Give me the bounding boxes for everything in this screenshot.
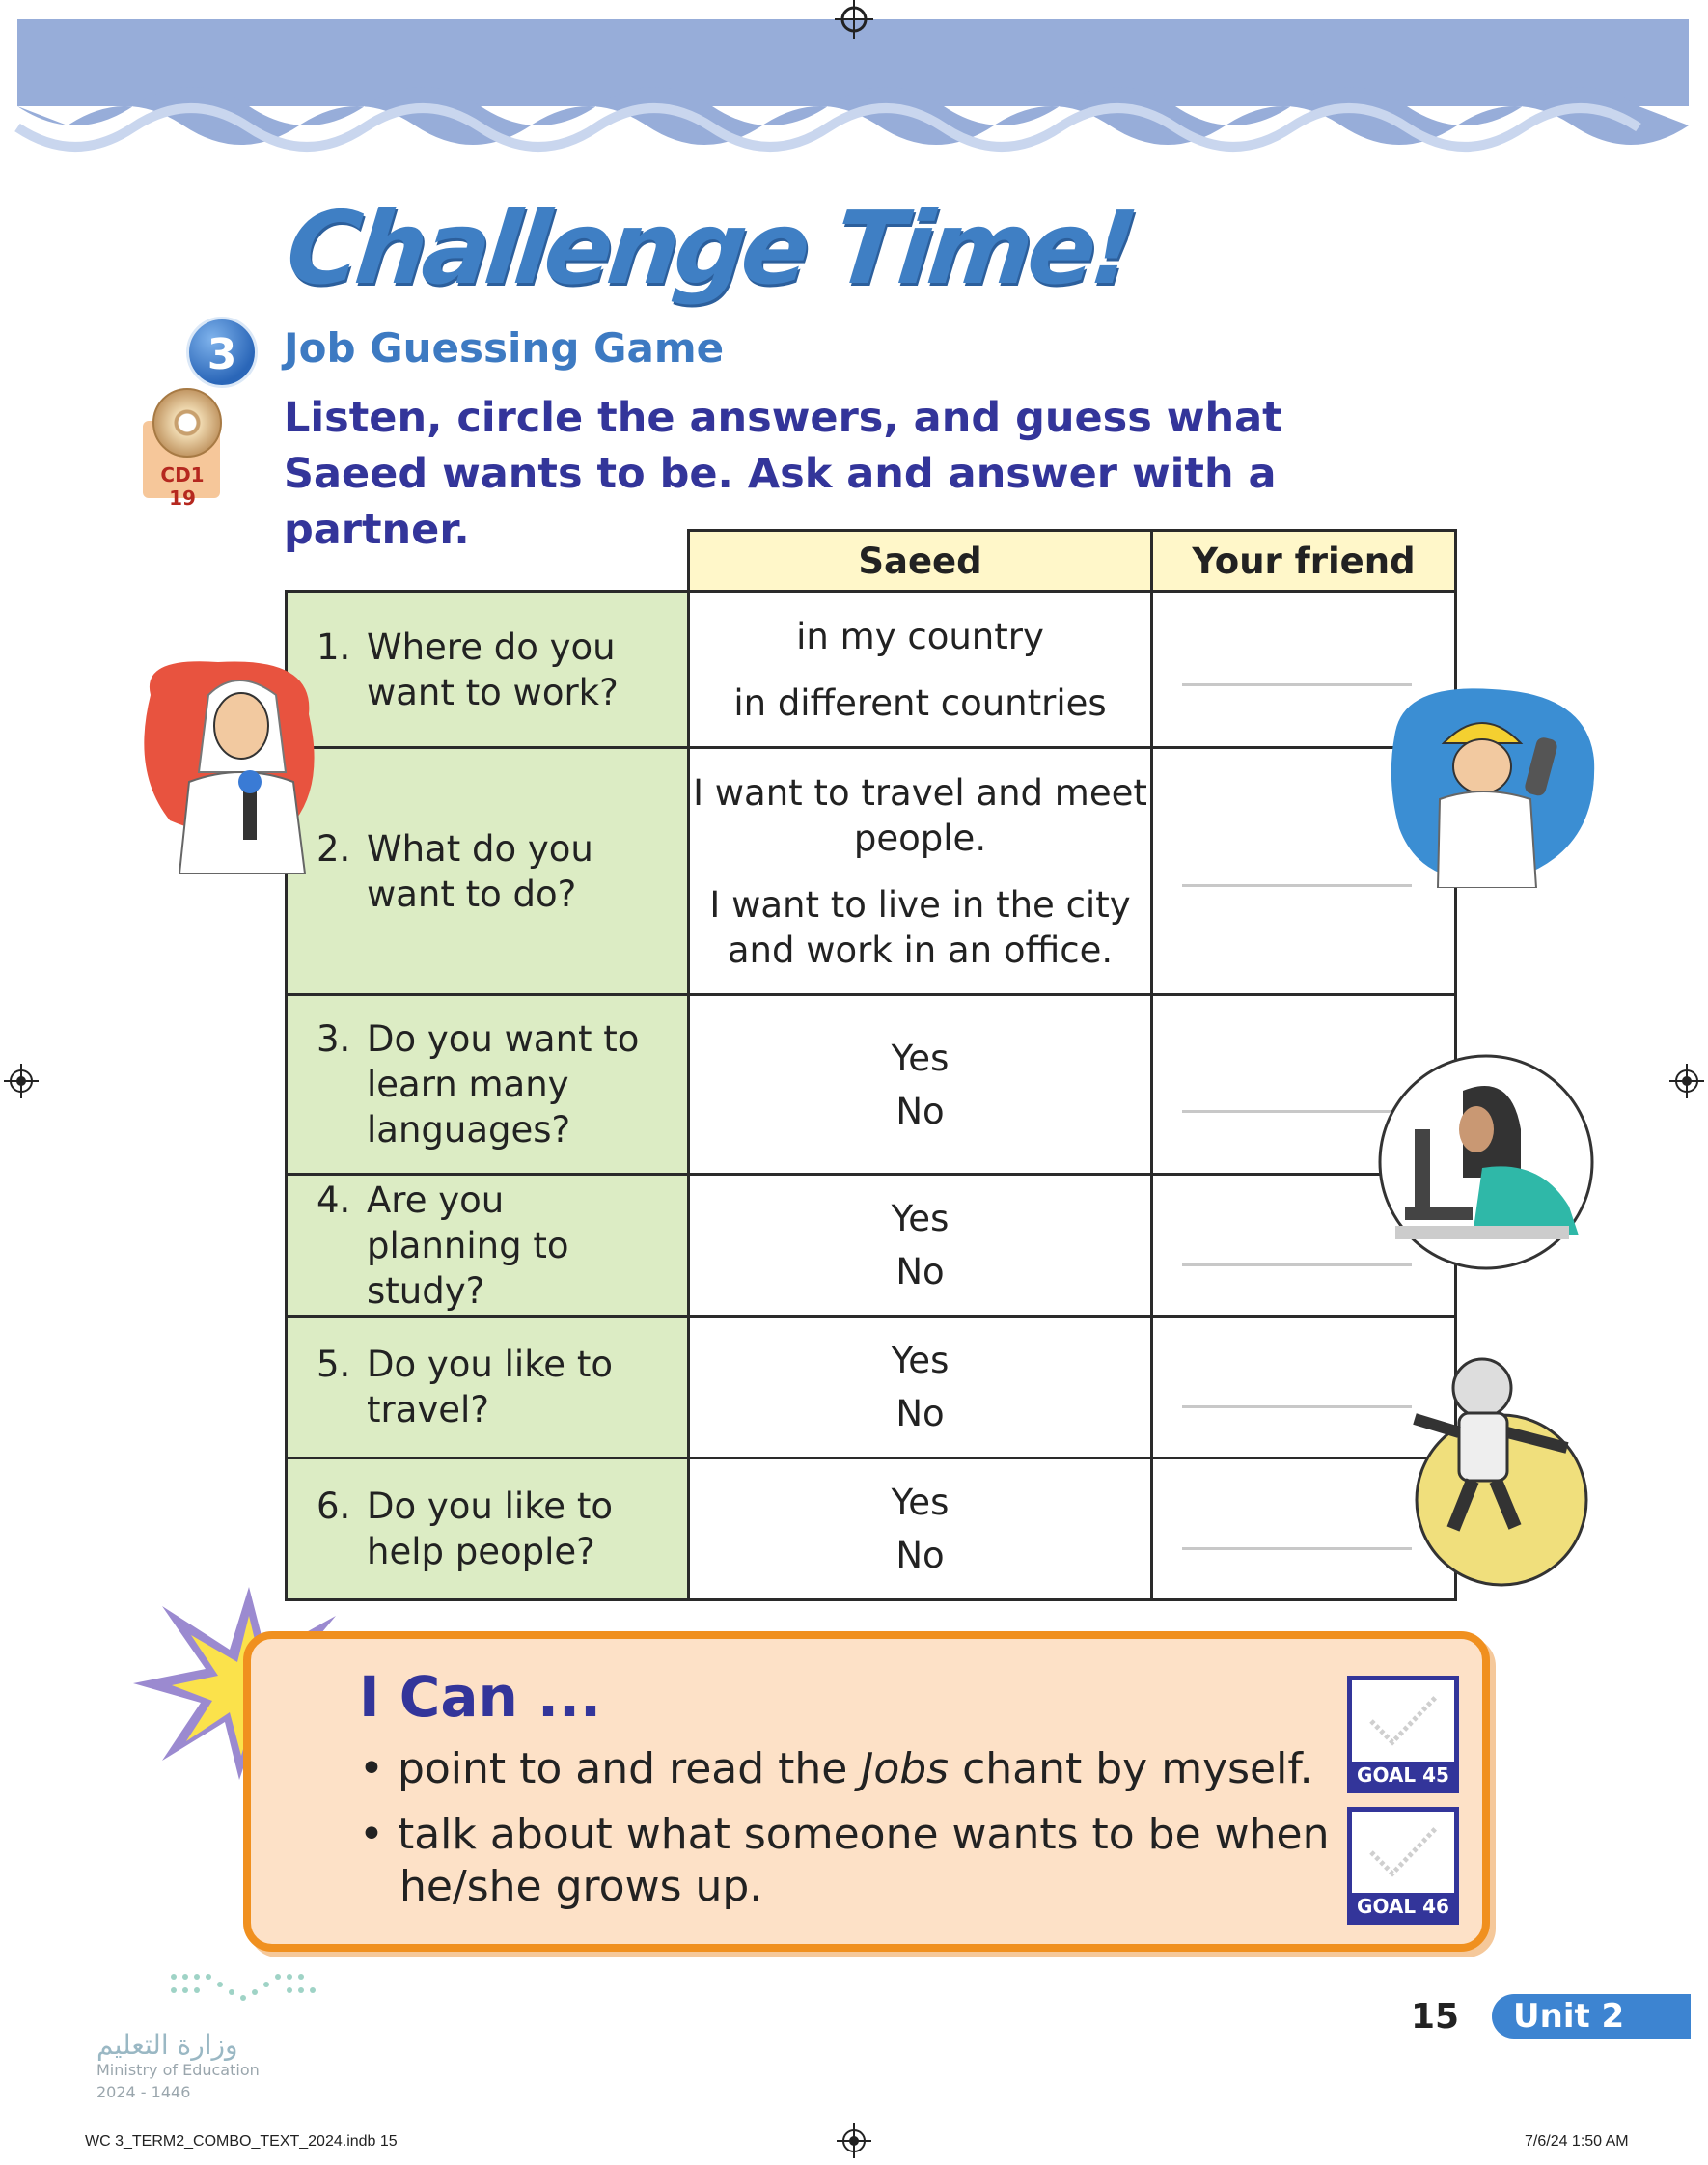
checkmark-icon [1365, 1823, 1443, 1881]
i-can-item-1: • point to and read the Jobs chant by myself. [359, 1744, 1313, 1793]
table-row [287, 1458, 1456, 1600]
ministry-name-arabic: وزارة التعليم [96, 2029, 238, 2061]
answer-option[interactable]: No [895, 1393, 945, 1434]
ministry-year: 2024 - 1446 [96, 2083, 191, 2101]
scientist-illustration [1376, 1052, 1596, 1272]
answer-cell [689, 1317, 1152, 1458]
registration-mark-icon [837, 2123, 871, 2158]
goal-46-checkbox[interactable] [1347, 1807, 1459, 1925]
i-can-item-2-line-2: he/she grows up. [399, 1862, 763, 1911]
reporter-illustration [131, 656, 338, 878]
header-wave-banner [0, 0, 1708, 164]
question-cell [287, 1317, 689, 1458]
table-header-your-friend: Your friend [1152, 531, 1456, 592]
question-cell [287, 748, 689, 995]
answer-cell [689, 1175, 1152, 1317]
goal-45-label: GOAL 45 [1352, 1762, 1454, 1789]
answer-option[interactable]: I want to live in the city and work in an office. [709, 883, 1131, 971]
answer-option[interactable]: Yes [891, 1037, 950, 1079]
section-number-badge: 3 [186, 317, 258, 388]
question-number: 5. [317, 1344, 351, 1385]
answer-option[interactable]: No [895, 1251, 945, 1292]
question-cell [287, 995, 689, 1175]
question-number: 4. [317, 1179, 351, 1221]
table-row [287, 592, 1456, 748]
unit-tab: Unit 2 [1492, 1994, 1691, 2039]
table-row [287, 748, 1456, 995]
question-text: Do you want to learn many languages? [367, 1018, 640, 1151]
instructions: Listen, circle the answers, and guess what Saeed wants to be. Ask and answer with a partner. [284, 394, 1282, 554]
i-can-item-2-line-1: talk about what someone wants to be when [397, 1810, 1330, 1859]
answer-option[interactable]: No [895, 1535, 945, 1576]
table-header-row [287, 531, 1456, 592]
table-header-saeed: Saeed [689, 531, 1152, 592]
i-can-item-1-text-a: point to and read the [397, 1744, 862, 1793]
registration-mark-icon [1669, 1064, 1704, 1098]
answer-cell [689, 995, 1152, 1175]
answer-line [1182, 1547, 1412, 1550]
question-text: Do you like to travel? [367, 1344, 613, 1430]
answer-option[interactable]: in different countries [733, 681, 1107, 724]
ministry-logo-dots [168, 1969, 317, 2017]
table-row [287, 995, 1456, 1175]
checkmark-icon [1365, 1692, 1443, 1750]
print-file-info: WC 3_TERM2_COMBO_TEXT_2024.indb 15 [85, 2133, 398, 2150]
answer-cell [689, 1458, 1152, 1600]
answer-option[interactable]: No [895, 1090, 945, 1132]
question-text: What do you want to do? [367, 827, 593, 915]
answer-option[interactable]: Yes [891, 1198, 950, 1239]
answer-line [1182, 884, 1412, 887]
astronaut-illustration [1395, 1355, 1588, 1587]
answer-option[interactable]: in my country [796, 615, 1044, 657]
answer-option[interactable]: I want to travel and meet people. [693, 771, 1147, 859]
answer-cell [689, 748, 1152, 995]
table-row [287, 1175, 1456, 1317]
question-number: 2. [317, 827, 351, 870]
print-date-info: 7/6/24 1:50 AM [1525, 2133, 1629, 2150]
goal-46-label: GOAL 46 [1352, 1893, 1454, 1920]
question-cell [287, 1458, 689, 1600]
i-can-item-2: • talk about what someone wants to be when he/she grows up. [359, 1810, 1330, 1911]
page-number: 15 [1411, 1997, 1460, 2037]
table-header-blank [287, 531, 689, 592]
question-number: 6. [317, 1485, 351, 1527]
section-title: Job Guessing Game [284, 324, 725, 372]
i-can-title: I Can ... [359, 1664, 602, 1730]
answer-cell [689, 592, 1152, 748]
engineer-illustration [1386, 683, 1598, 888]
ministry-name-english: Ministry of Education [96, 2061, 260, 2079]
cd-track-label: CD1 19 [160, 463, 205, 510]
question-text: Are you planning to study? [367, 1179, 569, 1312]
answer-line [1182, 683, 1412, 686]
answer-line [1182, 1405, 1412, 1408]
cd-icon [152, 388, 222, 458]
registration-mark-icon [4, 1064, 39, 1098]
i-can-item-1-text-b: chant by myself. [949, 1744, 1313, 1793]
table-row [287, 1317, 1456, 1458]
answer-option[interactable]: Yes [891, 1340, 950, 1381]
goal-45-checkbox[interactable] [1347, 1676, 1459, 1793]
question-number: 3. [317, 1018, 351, 1060]
answer-option[interactable]: Yes [891, 1482, 950, 1523]
job-guessing-table [285, 529, 1457, 1601]
question-text: Do you like to help people? [367, 1485, 613, 1572]
question-text: Where do you want to work? [367, 625, 619, 713]
question-cell [287, 1175, 689, 1317]
question-number: 1. [317, 625, 351, 668]
question-cell [287, 592, 689, 748]
page-title: Challenge Time! [281, 189, 1139, 307]
i-can-item-1-chant-name: Jobs [861, 1744, 950, 1793]
